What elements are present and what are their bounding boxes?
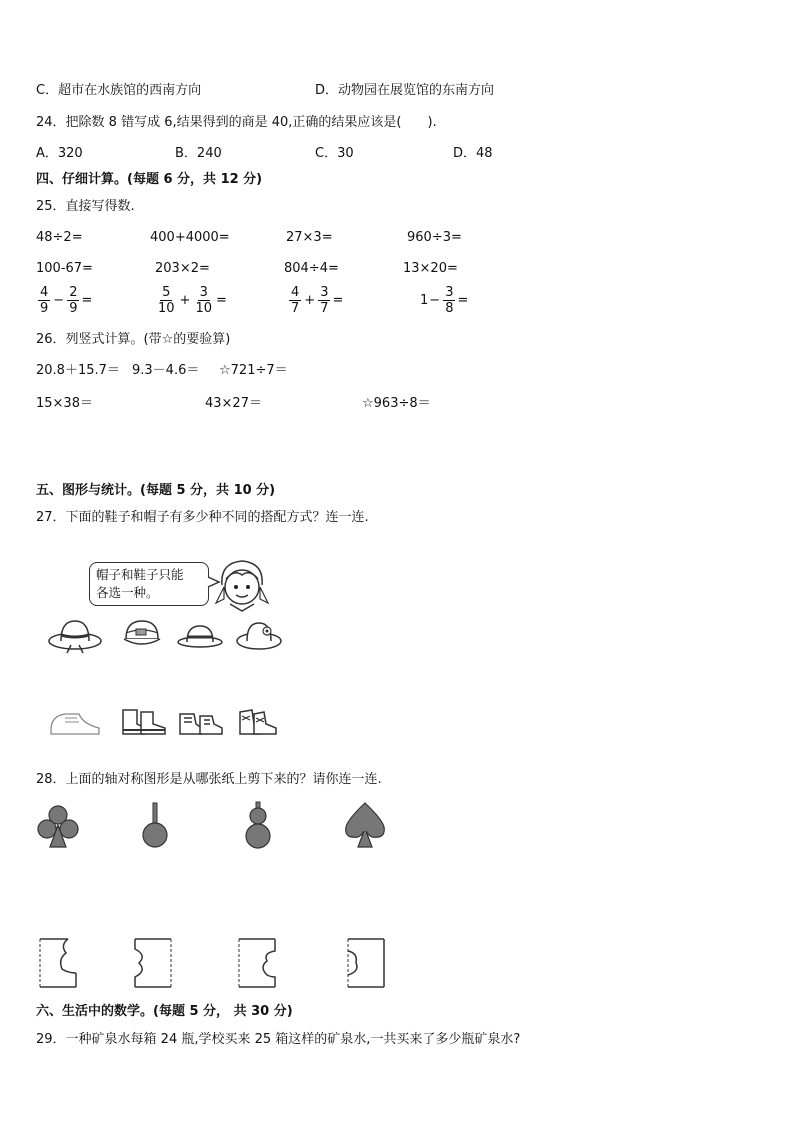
gourd-shape-icon (241, 801, 275, 849)
q25-item: 400+4000= (150, 230, 230, 245)
q25-item: 100-67= (36, 261, 93, 276)
speech-bubble (89, 562, 209, 606)
denominator: 9 (69, 301, 78, 316)
sun-hat-icon (47, 615, 103, 655)
gourd-single-shape-icon (139, 801, 171, 849)
hiking-shoes-icon (176, 706, 226, 740)
fedora-hat-icon (177, 622, 223, 650)
q25-item: 48÷2= (36, 230, 83, 245)
flower-hat-icon (236, 617, 282, 653)
operator: − (53, 293, 65, 308)
denominator: 7 (291, 301, 300, 316)
operator: + (304, 293, 316, 308)
q26-stem: 26．列竖式计算。(带☆的要验算) (36, 332, 231, 347)
numerator: 4 (40, 285, 49, 300)
numerator: 4 (291, 285, 300, 300)
denominator: 8 (445, 301, 454, 316)
denominator: 7 (320, 301, 329, 316)
q23-option-d: D．动物园在展览馆的东南方向 (315, 83, 495, 98)
q24-stem: 24．把除数 8 错写成 6,结果得到的商是 40,正确的结果应该是( ). (36, 115, 437, 130)
section-6-title: 六、生活中的数学。(每题 5 分， 共 30 分) (36, 1004, 293, 1019)
q23-option-c: C．超市在水族馆的西南方向 (36, 83, 202, 98)
q25-fraction-expr (420, 285, 468, 316)
q26-item: 15×38＝ (36, 396, 93, 411)
q26-item: ☆721÷7＝ (219, 363, 288, 378)
q25-item: 13×20= (403, 261, 458, 276)
q25-item: 27×3= (286, 230, 333, 245)
paper-piece-icon (38, 937, 78, 989)
q24-option-c: C．30 (315, 146, 354, 161)
q28-stem: 28．上面的轴对称图形是从哪张纸上剪下来的？请你连一连. (36, 772, 382, 787)
q26-item: 43×27＝ (205, 396, 262, 411)
girl-icon (212, 557, 272, 613)
club-shape-icon (36, 803, 80, 849)
laced-shoes-icon (236, 704, 278, 740)
bubble-line: 帽子和鞋子只能 (96, 567, 184, 582)
sneaker-icon (49, 706, 101, 740)
q26-item: 9.3－4.6＝ (132, 363, 200, 378)
q25-fraction-expr (36, 285, 92, 316)
bubble-line: 各选一种。 (96, 585, 159, 600)
q26-item: ☆963÷8＝ (362, 396, 431, 411)
denominator: 9 (40, 301, 49, 316)
q24-option-b: B．240 (175, 146, 222, 161)
q29-stem: 29．一种矿泉水每箱 24 瓶,学校买来 25 箱这样的矿泉水,一共买来了多少瓶矿泉水? (36, 1032, 521, 1047)
paper-piece-icon (346, 937, 386, 989)
equals: = (216, 293, 227, 308)
q25-fraction-expr (287, 285, 343, 316)
operator: + (179, 293, 191, 308)
section-4-title: 四、仔细计算。(每题 6 分，共 12 分) (36, 172, 263, 187)
q25-stem: 25．直接写得数. (36, 199, 135, 214)
paper-piece-icon (133, 937, 173, 989)
cap-icon (120, 617, 164, 653)
q26-item: 20.8＋15.7＝ (36, 363, 120, 378)
numerator: 3 (320, 285, 329, 300)
q24-option-a: A．320 (36, 146, 83, 161)
boots-icon (117, 704, 169, 740)
q25-fraction-expr (154, 285, 227, 316)
equals: = (457, 293, 469, 308)
q25-item: 203×2= (155, 261, 210, 276)
equals: = (81, 293, 93, 308)
denominator: 10 (158, 301, 175, 316)
numerator: 5 (162, 285, 171, 300)
section-5-title: 五、图形与统计。(每题 5 分，共 10 分) (36, 483, 276, 498)
numerator: 2 (69, 285, 78, 300)
whole-number: 1 (420, 293, 429, 308)
q25-item: 804÷4= (284, 261, 339, 276)
equals: = (332, 293, 344, 308)
spade-shape-icon (342, 801, 388, 849)
paper-piece-icon (237, 937, 277, 989)
operator: − (429, 293, 441, 308)
q24-option-d: D．48 (453, 146, 493, 161)
denominator: 10 (195, 301, 212, 316)
q25-item: 960÷3= (407, 230, 462, 245)
numerator: 3 (445, 285, 454, 300)
q27-stem: 27．下面的鞋子和帽子有多少种不同的搭配方式？连一连. (36, 510, 369, 525)
numerator: 3 (199, 285, 208, 300)
